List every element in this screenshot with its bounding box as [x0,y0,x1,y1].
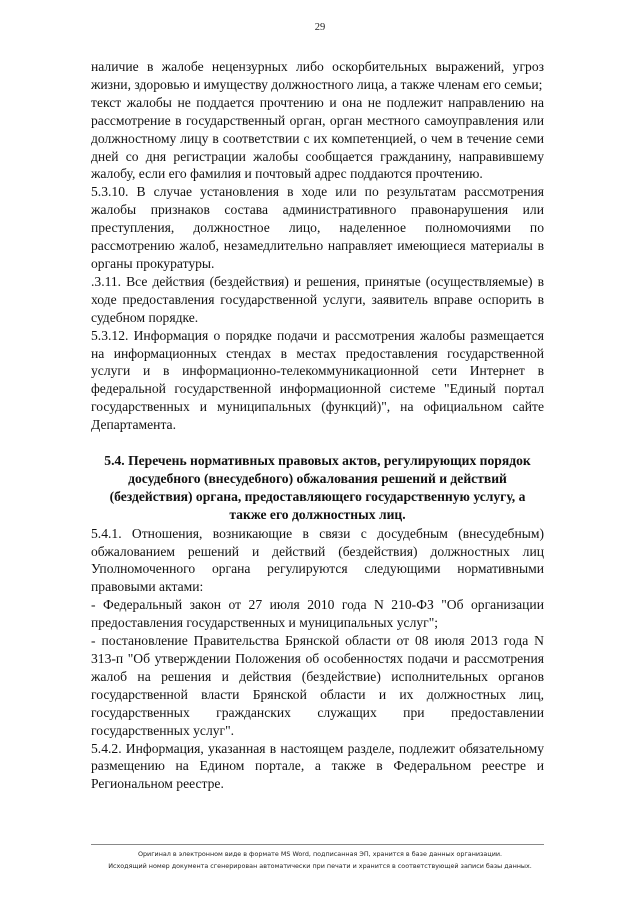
paragraph-5-3-10: 5.3.10. В случае установления в ходе или по результатам рассмотрения жалобы признаков состава административного правонарушения или преступления, должностное лицо, наделенное полномочиями по рассмотрению жалоб, незамедлительно направляет имеющиеся материалы в органы прокуратуры. [91,184,544,271]
paragraph-regional-resolution: - постановление Правительства Брянской области от 08 июля 2013 года N 313-п "Об утверждении Положения об особенностях подачи и рассмотрения жалоб на решения и действия (бездействие) исполнительных органов государственной власти Брянской области и их должностных лиц, государственных гражданских служащих при предоставлении государственных услуг". [91,633,544,738]
section-heading-5-4: 5.4. Перечень нормативных правовых актов, регулирующих порядок досудебного (внесудебного) обжалования решений и действий (бездействия) органа, предоставляющего государственную услугу, а также его должностных лиц. [104,453,531,522]
paragraph-unreadable-complaint: текст жалобы не поддается прочтению и она не подлежит направлению на рассмотрение в государственный орган, орган местного самоуправления или должностному лицу в соответствии с их компетенцией, о чем в течение семи дней со дня регистрации жалобы сообщается гражданину, направившему жалобу, если его фамилия и почтовый адрес поддаются прочтению. [91,94,544,182]
footer-line-original: Оригинал в электронном виде в формате MS Word, подписанная ЭП, хранится в базе данных организации. [137,850,503,858]
paragraph-federal-law: - Федеральный закон от 27 июля 2010 года N 210-ФЗ "Об организации предоставления государственных и муниципальных услуг"; [91,597,544,631]
paragraph-offensive-language: наличие в жалобе нецензурных либо оскорбительных выражений, угроз жизни, здоровью и имуществу должностного лица, а также членам его семьи; [91,59,544,92]
paragraph-5-4-2: 5.4.2. Информация, указанная в настоящем разделе, подлежит обязательному размещению на Едином портале, а также в Федеральном реестре и Региональном реестре. [91,740,544,792]
footer [0,848,640,872]
footer-line-number: Исходящий номер документа сгенерирован автоматически при печати и хранится в соответствующей записи базы данных. [108,862,532,870]
paragraph-5-3-12: 5.3.12. Информация о порядке подачи и рассмотрения жалобы размещается на информационных стендах в местах предоставления государственной услуги и в информационно-телекоммуникационной сети Интернет в федеральной государственной информационной системе "Единый портал государственных и муниципальных (функций)", на официальном сайте Департамента. [91,327,544,433]
page-number: 29 [314,22,326,33]
paragraph-5-4-1: 5.4.1. Отношения, возникающие в связи с досудебным (внесудебным) обжалованием решений и действий (бездействия) должностных лиц Уполномоченного органа регулируются следующими нормативными правовыми актами: [91,525,544,595]
paragraph-5-3-11: .3.11. Все действия (бездействия) и решения, принятые (осуществляемые) в ходе предоставления государственной услуги, заявитель вправе оспорить в судебном порядке. [91,273,544,325]
footer-divider [91,844,544,845]
document-body [91,58,544,793]
